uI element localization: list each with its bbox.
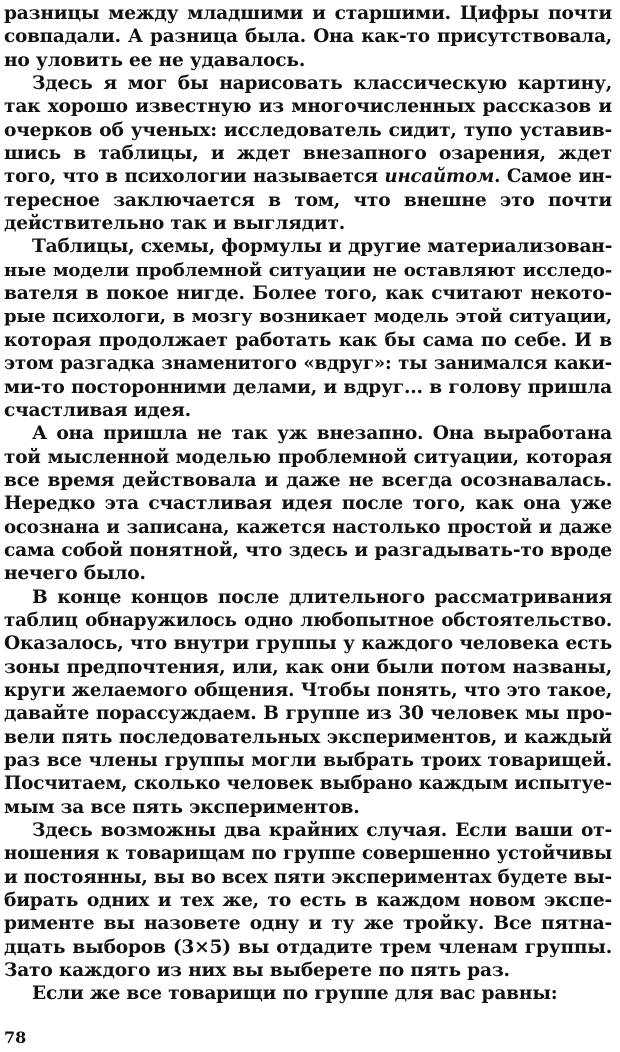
text-line: вателя в покое нигде. Более того, как считают некото- bbox=[4, 283, 612, 305]
text-line: раз все члены группы могли выбрать троих товарищей. bbox=[4, 750, 612, 771]
paragraph bbox=[4, 982, 612, 1005]
text-line: так хорошо известную из многочисленных рассказов и bbox=[4, 96, 612, 118]
text-line: совпадали. А разница была. Она как-то присутствовала, bbox=[4, 26, 612, 48]
text-line: Если же все товарищи по группе для вас равны: bbox=[32, 983, 558, 1005]
page-number: 78 bbox=[4, 1028, 27, 1047]
text-line: ношения к товарищам по группе совершенно устойчивы bbox=[4, 843, 612, 865]
text-line: Таблицы, схемы, формулы и другие материализован- bbox=[32, 236, 613, 258]
paragraph bbox=[4, 586, 612, 819]
text-line: того, что в психологии называется инсайтом. Самое ин- bbox=[4, 166, 612, 188]
text-line: ми-то посторонними делами, и вдруг... в голову пришла bbox=[4, 376, 612, 398]
text-line: Оказалось, что внутри группы у каждого человека есть bbox=[4, 633, 612, 655]
text-line: круги желаемого общения. Чтобы понять, что это такое, bbox=[4, 679, 612, 701]
text-line: Здесь возможны два крайних случая. Если ваши от- bbox=[32, 820, 612, 842]
text-line: все время действовала и даже не всегда осознавалась. bbox=[4, 469, 612, 491]
text-line: В конце концов после длительного рассматривания bbox=[32, 586, 612, 608]
text-line: разницы между младшими и старшими. Цифры почти bbox=[4, 3, 612, 24]
text-line: рименте вы назовете одну и ту же тройку. Все пятна- bbox=[4, 913, 612, 935]
text-line: рые психологи, в мозгу возникает модель этой ситуации, bbox=[4, 306, 612, 328]
text-line: Зато каждого из них вы выберете по пять раз. bbox=[4, 960, 510, 982]
paragraph bbox=[4, 2, 612, 72]
text-line: вели пять последовательных экспериментов, и каждый bbox=[4, 726, 612, 748]
text-line: ные модели проблемной ситуации не оставляют исследо- bbox=[4, 259, 612, 281]
text-line: сама собой понятной, что здесь и разгадывать-то вроде bbox=[4, 539, 612, 561]
text-line: действительно так и выглядит. bbox=[4, 213, 346, 235]
text-line: осознана и записана, кажется настолько простой и даже bbox=[4, 516, 612, 538]
paragraph bbox=[4, 72, 612, 235]
text-line: Посчитаем, сколько человек выбрано каждым испытуе- bbox=[4, 773, 612, 795]
emphasis-term: инсайтом bbox=[384, 166, 495, 188]
text-line: тересное заключается в том, что внешне это почти bbox=[4, 189, 612, 211]
text-line: этом разгадка знаменитого «вдруг»: ты занимался каки- bbox=[4, 353, 612, 375]
body-text bbox=[4, 2, 612, 1006]
text-line: Нередко эта счастливая идея после того, как она уже bbox=[4, 493, 612, 515]
text-line: но уловить ее не удавалось. bbox=[4, 49, 306, 71]
text-line: дцать выборов (3×5) вы отдадите трем членам группы. bbox=[4, 936, 612, 958]
text-line: мым за все пять экспериментов. bbox=[4, 796, 360, 818]
text-line: нечего было. bbox=[4, 563, 146, 585]
text-line: А она пришла не так уж внезапно. Она выработана bbox=[32, 423, 612, 445]
text-line: таблиц обнаружилось одно любопытное обстоятельство. bbox=[4, 609, 612, 631]
text-line: зоны предпочтения, или, как они были потом названы, bbox=[4, 656, 612, 678]
text-line: шись в таблицы, и ждет внезапного озарения, ждет bbox=[4, 143, 612, 165]
text-line: той мысленной моделью проблемной ситуации, которая bbox=[4, 446, 612, 468]
text-line: Здесь я мог бы нарисовать классическую картину, bbox=[32, 73, 612, 95]
text-line: которая продолжает работать как бы сама по себе. И в bbox=[4, 329, 612, 351]
text-line: давайте порассуждаем. В группе из 30 человек мы про- bbox=[4, 703, 612, 725]
text-line: и постоянны, вы во всех пяти экспериментах будете вы- bbox=[4, 866, 612, 888]
text-line: очерков об ученых: исследователь сидит, тупо уставив- bbox=[4, 119, 612, 141]
text-line: счастливая идея. bbox=[4, 399, 191, 421]
text-line: бирать одних и тех же, то есть в каждом новом экспе- bbox=[4, 890, 612, 912]
paragraph bbox=[4, 422, 612, 585]
paragraph bbox=[4, 235, 612, 422]
paragraph bbox=[4, 819, 612, 982]
